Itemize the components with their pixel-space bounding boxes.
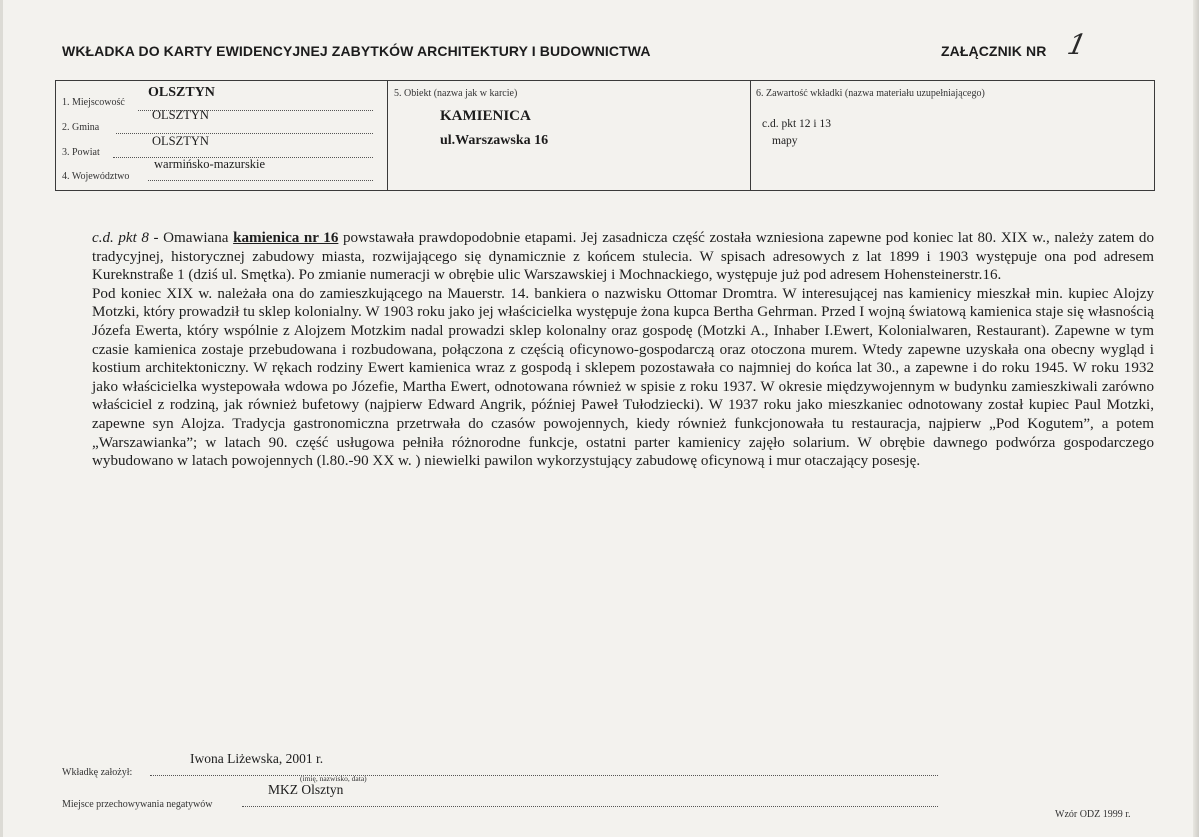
paper-edge: [0, 0, 3, 837]
created-by-hint: (imię, nazwisko, data): [300, 774, 367, 783]
column-divider: [387, 81, 388, 190]
dotted-line: [150, 775, 938, 776]
dotted-line: [148, 180, 373, 181]
commune-value: OLSZTYN: [152, 108, 209, 122]
highlighted-term: kamienica nr 16: [233, 230, 339, 246]
object-address: ul.Warszawska 16: [440, 133, 549, 148]
county-value: OLSZTYN: [152, 134, 209, 148]
dotted-line: [242, 806, 938, 807]
county-label: 3. Powiat: [62, 147, 100, 158]
voivodeship-value: warmińsko-mazurskie: [154, 157, 266, 171]
negatives-location-label: Miejsce przechowywania negatywów: [62, 799, 213, 810]
contents-item: mapy: [772, 135, 798, 147]
town-value: OLSZTYN: [148, 85, 215, 100]
contents-item: c.d. pkt 12 i 13: [762, 118, 831, 130]
paper-edge: [1193, 0, 1199, 837]
form-code: Wzór ODZ 1999 r.: [1055, 809, 1131, 820]
section-reference: c.d. pkt 8: [92, 230, 149, 246]
body-text: powstawała prawdopodobnie etapami. Jej zasadnicza część została wzniesiona zapewne pod koniec lat 80. XIX w., należy zatem do tradycyjnej, historycznej zabudowy miasta, rozwijającego się dynamicznie z końcem stulecia. W spisach adresowych z lat 1899 i 1903 występuje ona pod adresem Kureknstraße 1 (dziś ul. Smętka). Po zmianie numeracji w obrębie ulic Warszawskiej i Mochnackiego, występuje już pod adresem Hohensteinerstr.16.: [92, 230, 1155, 284]
contents-label: 6. Zawartość wkładki (nazwa materiału uzupełniającego): [756, 88, 985, 99]
document-body: [92, 229, 1154, 471]
commune-label: 2. Gmina: [62, 122, 100, 133]
object-name: KAMIENICA: [440, 108, 531, 124]
town-label: 1. Miejscowość: [62, 97, 125, 108]
object-label: 5. Obiekt (nazwa jak w karcie): [394, 88, 518, 99]
annex-label: ZAŁĄCZNIK NR: [941, 43, 1047, 59]
form-table: [55, 80, 1155, 191]
column-divider: [750, 81, 751, 190]
body-text: - Omawiana: [148, 230, 234, 246]
created-by-label: Wkładkę założył:: [62, 767, 133, 778]
created-by-value: Iwona Liżewska, 2001 r.: [190, 751, 324, 766]
annex-number-handwritten: 1: [1064, 28, 1090, 61]
body-paragraph: [92, 229, 1154, 285]
voivodeship-label: 4. Województwo: [62, 171, 130, 182]
body-paragraph: Pod koniec XIX w. należała ona do zamieszkującego na Mauerstr. 14. bankiera o nazwisku Ottomar Dromtra. W interesującej nas kamienicy mieszkał min. kupiec Alojzy Motzki, który prowadził tu sklep kolonialny. W 1903 roku jako jej właścicielka występuje żona kupca Bertha Gehrman. Przed I wojną światową kamienica staje się własnością Józefa Ewerta, który wspólnie z Alojzem Motzkim nadal prowadzi sklep kolonalny oraz gospodę (Motzki A., Inhaber I.Ewert, Kolonialwaren, Restaurant). Zapewne w tym czasie kamienica zostaje przebudowana i rozbudowana, połączona z częścią oficynowo-gospodarczą oraz otoczona murem. Wtedy zapewne uzyskała ona obecny wygląd i kostium architektoniczny. W rękach rodziny Ewert kamienica wraz z gospodą i sklepem pozostawała co najmniej do końca lat 30., a zapewne i do roku 1945. W roku 1932 jako właścicielka wystepowała wdowa po Józefie, Martha Ewert, odnotowana również w spisie z roku 1937. W okresie międzywojennym w budynku zamieszkiwali zarówno właściciel z rodziną, jak również bufetowy (najpierw Edward Angrik, później Paweł Tułodziecki). W 1937 roku jako mieszkaniec odnotowany został kupiec Paul Motzki, zapewne syn Alojza. Tradycja gastronomiczna przetrwała do czasów powojennych, kiedy również funkcjonowała tu restauracja, najpierw „Pod Kogutem”, a potem „Warszawianka”; w latach 90. część usługowa pełniła różnorodne funkcje, ostatni parter kamienicy zajęło solarium. W obrębie dawnego podwórza gospodarczego wybudowano w latach powojennych (l.80.-90 XX w. ) niewielki pawilon wykorzystujący zabudowę oficynową i mur otaczający posesję.: [92, 285, 1154, 470]
document-title: WKŁADKA DO KARTY EWIDENCYJNEJ ZABYTKÓW ARCHITEKTURY I BUDOWNICTWA: [62, 43, 651, 59]
negatives-location-value: MKZ Olsztyn: [268, 782, 344, 797]
